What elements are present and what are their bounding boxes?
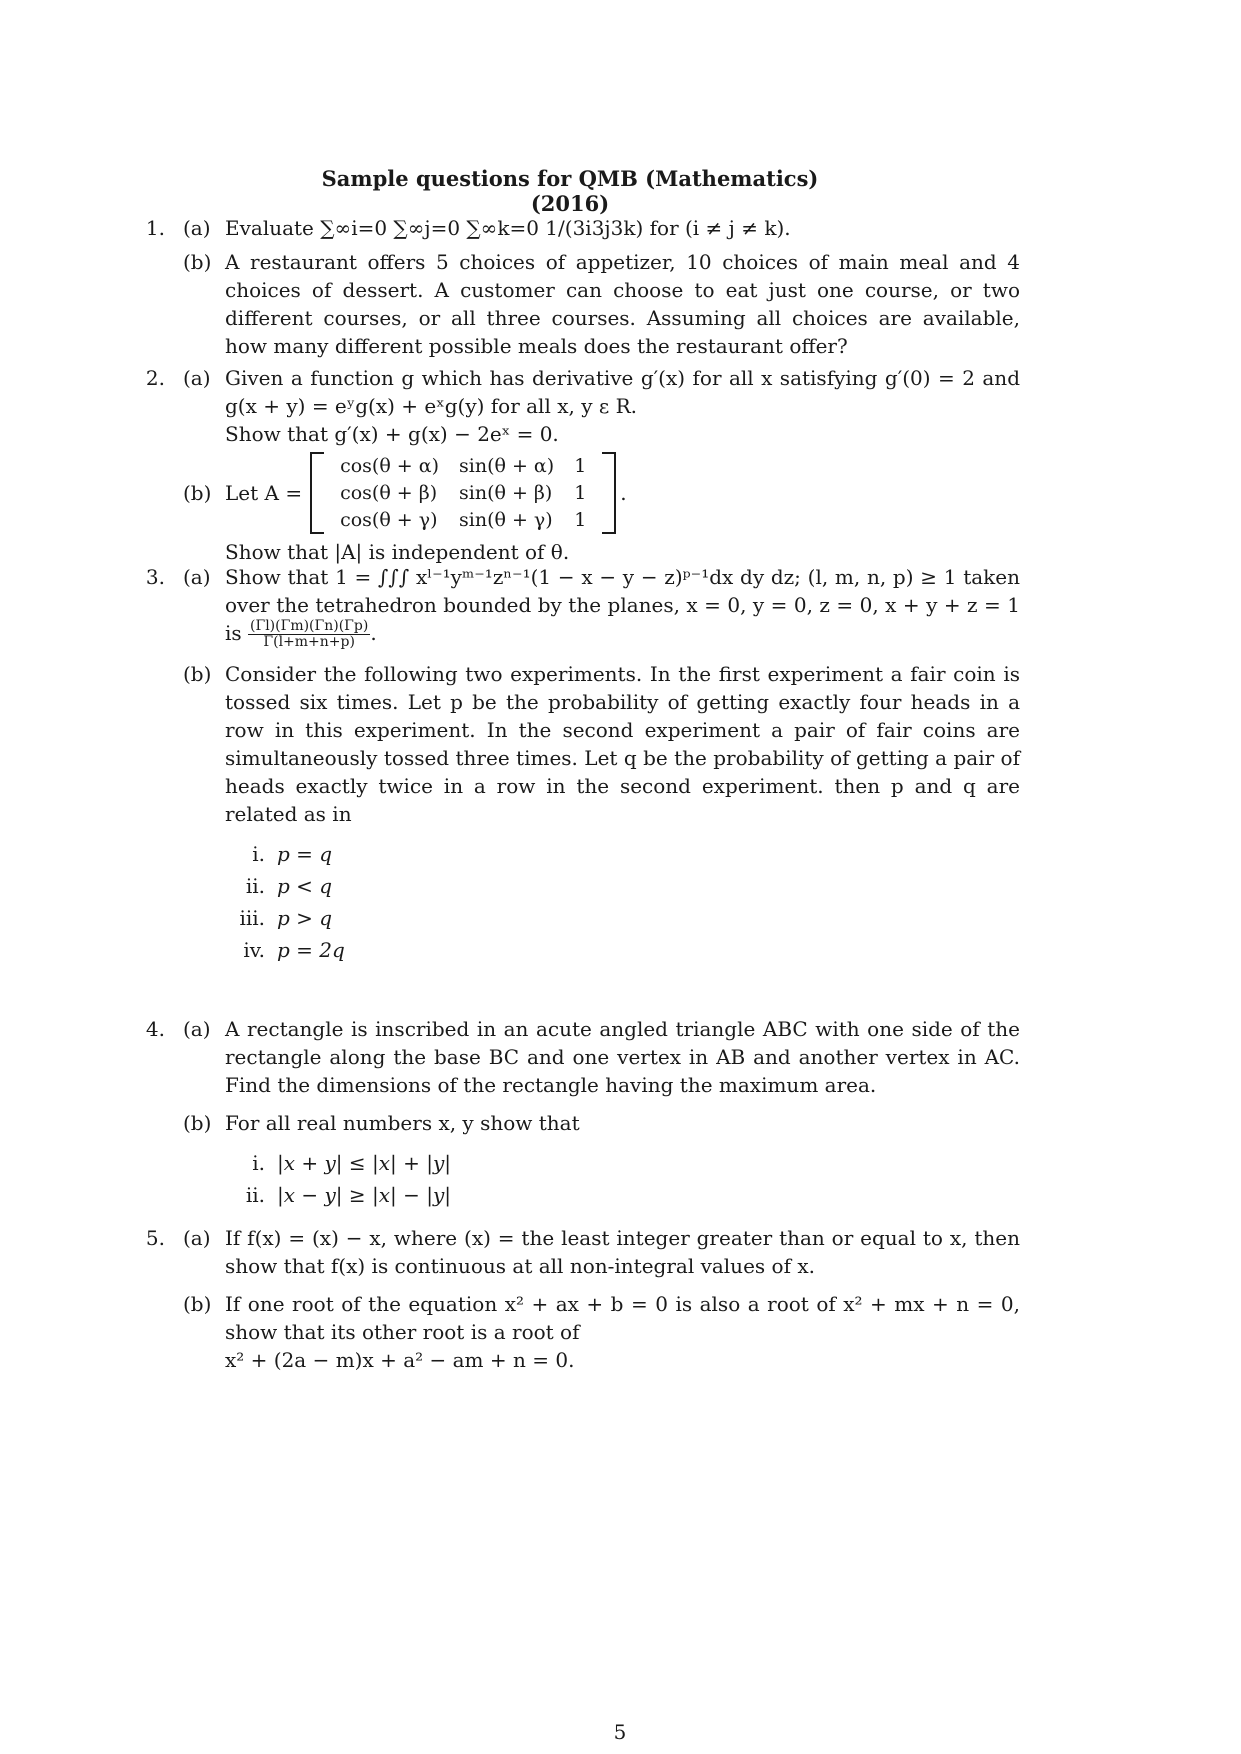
option-text: |x + y| ≤ |x| + |y| xyxy=(277,1151,452,1175)
option-number: i. xyxy=(252,842,265,866)
option-item xyxy=(225,838,1020,870)
question-2 xyxy=(140,364,1020,566)
option-item xyxy=(225,934,1020,966)
question-number: 5. xyxy=(145,1226,165,1250)
matrix-cell: sin(θ + β) xyxy=(459,481,553,504)
question-text: If one root of the equation x² + ax + b = 0 is also a root of x² + mx + n = 0, show that its other root is a root of xyxy=(225,1292,1020,1344)
question-text: Evaluate ∑∞i=0 ∑∞j=0 ∑∞k=0 1/(3i3j3k) for (i ≠ j ≠ k). xyxy=(225,216,791,240)
question-text-main: Show that 1 = ∫∫∫ xˡ⁻¹yᵐ⁻¹zⁿ⁻¹(1 − x − y − z)ᵖ⁻¹dx dy dz; (l, m, n, p) ≥ 1 taken over the tetrahedron bounded by the planes, x = 0, y = 0, z = 0, x + y + z = 1 is xyxy=(225,565,1020,645)
matrix-cell: sin(θ + α) xyxy=(459,454,555,477)
question-4 xyxy=(140,1015,1020,1211)
part-label: (b) xyxy=(183,481,212,505)
matrix-end: . xyxy=(620,481,627,505)
question-4a xyxy=(183,1015,1020,1099)
part-label: (a) xyxy=(183,565,211,589)
question-number: 3. xyxy=(145,565,165,589)
question-number: 1. xyxy=(145,216,165,240)
option-number: iv. xyxy=(243,938,265,962)
option-number: i. xyxy=(252,1151,265,1175)
fraction-denominator: Γ(l+m+n+p) xyxy=(263,634,355,650)
option-number: ii. xyxy=(245,1183,265,1207)
page-title: Sample questions for QMB (Mathematics)(2016) xyxy=(321,166,819,216)
matrix-cell: 1 xyxy=(574,454,587,477)
part-label: (a) xyxy=(183,216,211,240)
matrix-cell: 1 xyxy=(574,481,587,504)
question-2a xyxy=(183,364,1020,448)
option-item xyxy=(225,1147,1020,1179)
option-item xyxy=(225,870,1020,902)
option-number: ii. xyxy=(245,874,265,898)
matrix-cell: cos(θ + α) xyxy=(340,454,440,477)
matrix-cell: 1 xyxy=(574,508,587,531)
question-text: Show that g′(x) + g(x) − 2eˣ = 0. xyxy=(225,422,559,446)
part-label: (b) xyxy=(183,1292,212,1316)
option-text: |x − y| ≥ |x| − |y| xyxy=(277,1183,452,1207)
option-text: p = q xyxy=(277,842,333,866)
question-2b xyxy=(183,448,1020,566)
question-1 xyxy=(140,214,1020,360)
question-text: A restaurant offers 5 choices of appetizer, 10 choices of main meal and 4 choices of dessert. A customer can choose to eat just one course, or two different courses, or all three courses. Assuming all choices are available, how many different possible meals does the restaurant offer? xyxy=(225,250,1020,358)
option-number: iii. xyxy=(239,906,265,930)
fraction-numerator: (Γl)(Γm)(Γn)(Γp) xyxy=(250,618,369,634)
question-text: Consider the following two experiments. In the first experiment a fair coin is tossed six times. Let p be the probability of getting exactly four heads in a row in this experiment. In the second experiment a pair of fair coins are simultaneously tossed three times. Let q be the probability of getting a pair of heads exactly twice in a row in the second experiment. then p and q are related as in xyxy=(225,662,1020,826)
option-text: p < q xyxy=(277,874,333,898)
inequality-list xyxy=(225,1147,1020,1211)
question-1a xyxy=(183,214,1020,242)
matrix-cell: cos(θ + γ) xyxy=(340,508,438,531)
matrix-cell: sin(θ + γ) xyxy=(459,508,553,531)
matrix-lead: Let A = xyxy=(225,481,303,505)
part-label: (a) xyxy=(183,366,211,390)
question-5b xyxy=(183,1290,1020,1374)
option-item xyxy=(225,1179,1020,1211)
sentence-end: . xyxy=(370,621,377,645)
gamma-fraction xyxy=(248,619,370,650)
matrix-definition xyxy=(183,448,1020,538)
part-label: (a) xyxy=(183,1017,211,1041)
equation: x² + (2a − m)x + a² − am + n = 0. xyxy=(225,1348,575,1372)
matrix-cell: cos(θ + β) xyxy=(340,481,438,504)
question-text: A rectangle is inscribed in an acute angled triangle ABC with one side of the rectangle along the base BC and one vertex in AB and another vertex in AC. Find the dimensions of the rectangle having the maximum area. xyxy=(225,1017,1020,1097)
page-number: 5 xyxy=(613,1720,627,1744)
question-1b xyxy=(183,248,1020,360)
right-bracket xyxy=(602,452,616,534)
question-number: 4. xyxy=(145,1017,165,1041)
question-text: For all real numbers x, y show that xyxy=(225,1111,580,1135)
question-number: 2. xyxy=(145,366,165,390)
question-3b xyxy=(183,660,1020,966)
question-5a xyxy=(183,1224,1020,1280)
question-text: If f(x) = (x) − x, where (x) = the least integer greater than or equal to x, then show that f(x) is continuous at all non-integral values of x. xyxy=(225,1226,1020,1278)
part-label: (b) xyxy=(183,250,212,274)
question-4b xyxy=(183,1109,1020,1211)
question-text: Show that |A| is independent of θ. xyxy=(225,540,570,564)
option-text: p > q xyxy=(277,906,333,930)
part-label: (b) xyxy=(183,1111,212,1135)
option-item xyxy=(225,902,1020,934)
part-label: (a) xyxy=(183,1226,211,1250)
question-3a xyxy=(183,563,1020,650)
answer-options xyxy=(225,838,1020,966)
question-3 xyxy=(140,563,1020,966)
question-text xyxy=(225,563,1020,650)
part-label: (b) xyxy=(183,662,212,686)
matrix-a xyxy=(330,453,596,534)
option-text: p = 2q xyxy=(277,938,345,962)
left-bracket xyxy=(310,452,324,534)
question-text: Given a function g which has derivative g′(x) for all x satisfying g′(0) = 2 and g(x + y) = eʸg(x) + eˣg(y) for all x, y ε R. xyxy=(225,366,1020,418)
question-5 xyxy=(140,1224,1020,1374)
